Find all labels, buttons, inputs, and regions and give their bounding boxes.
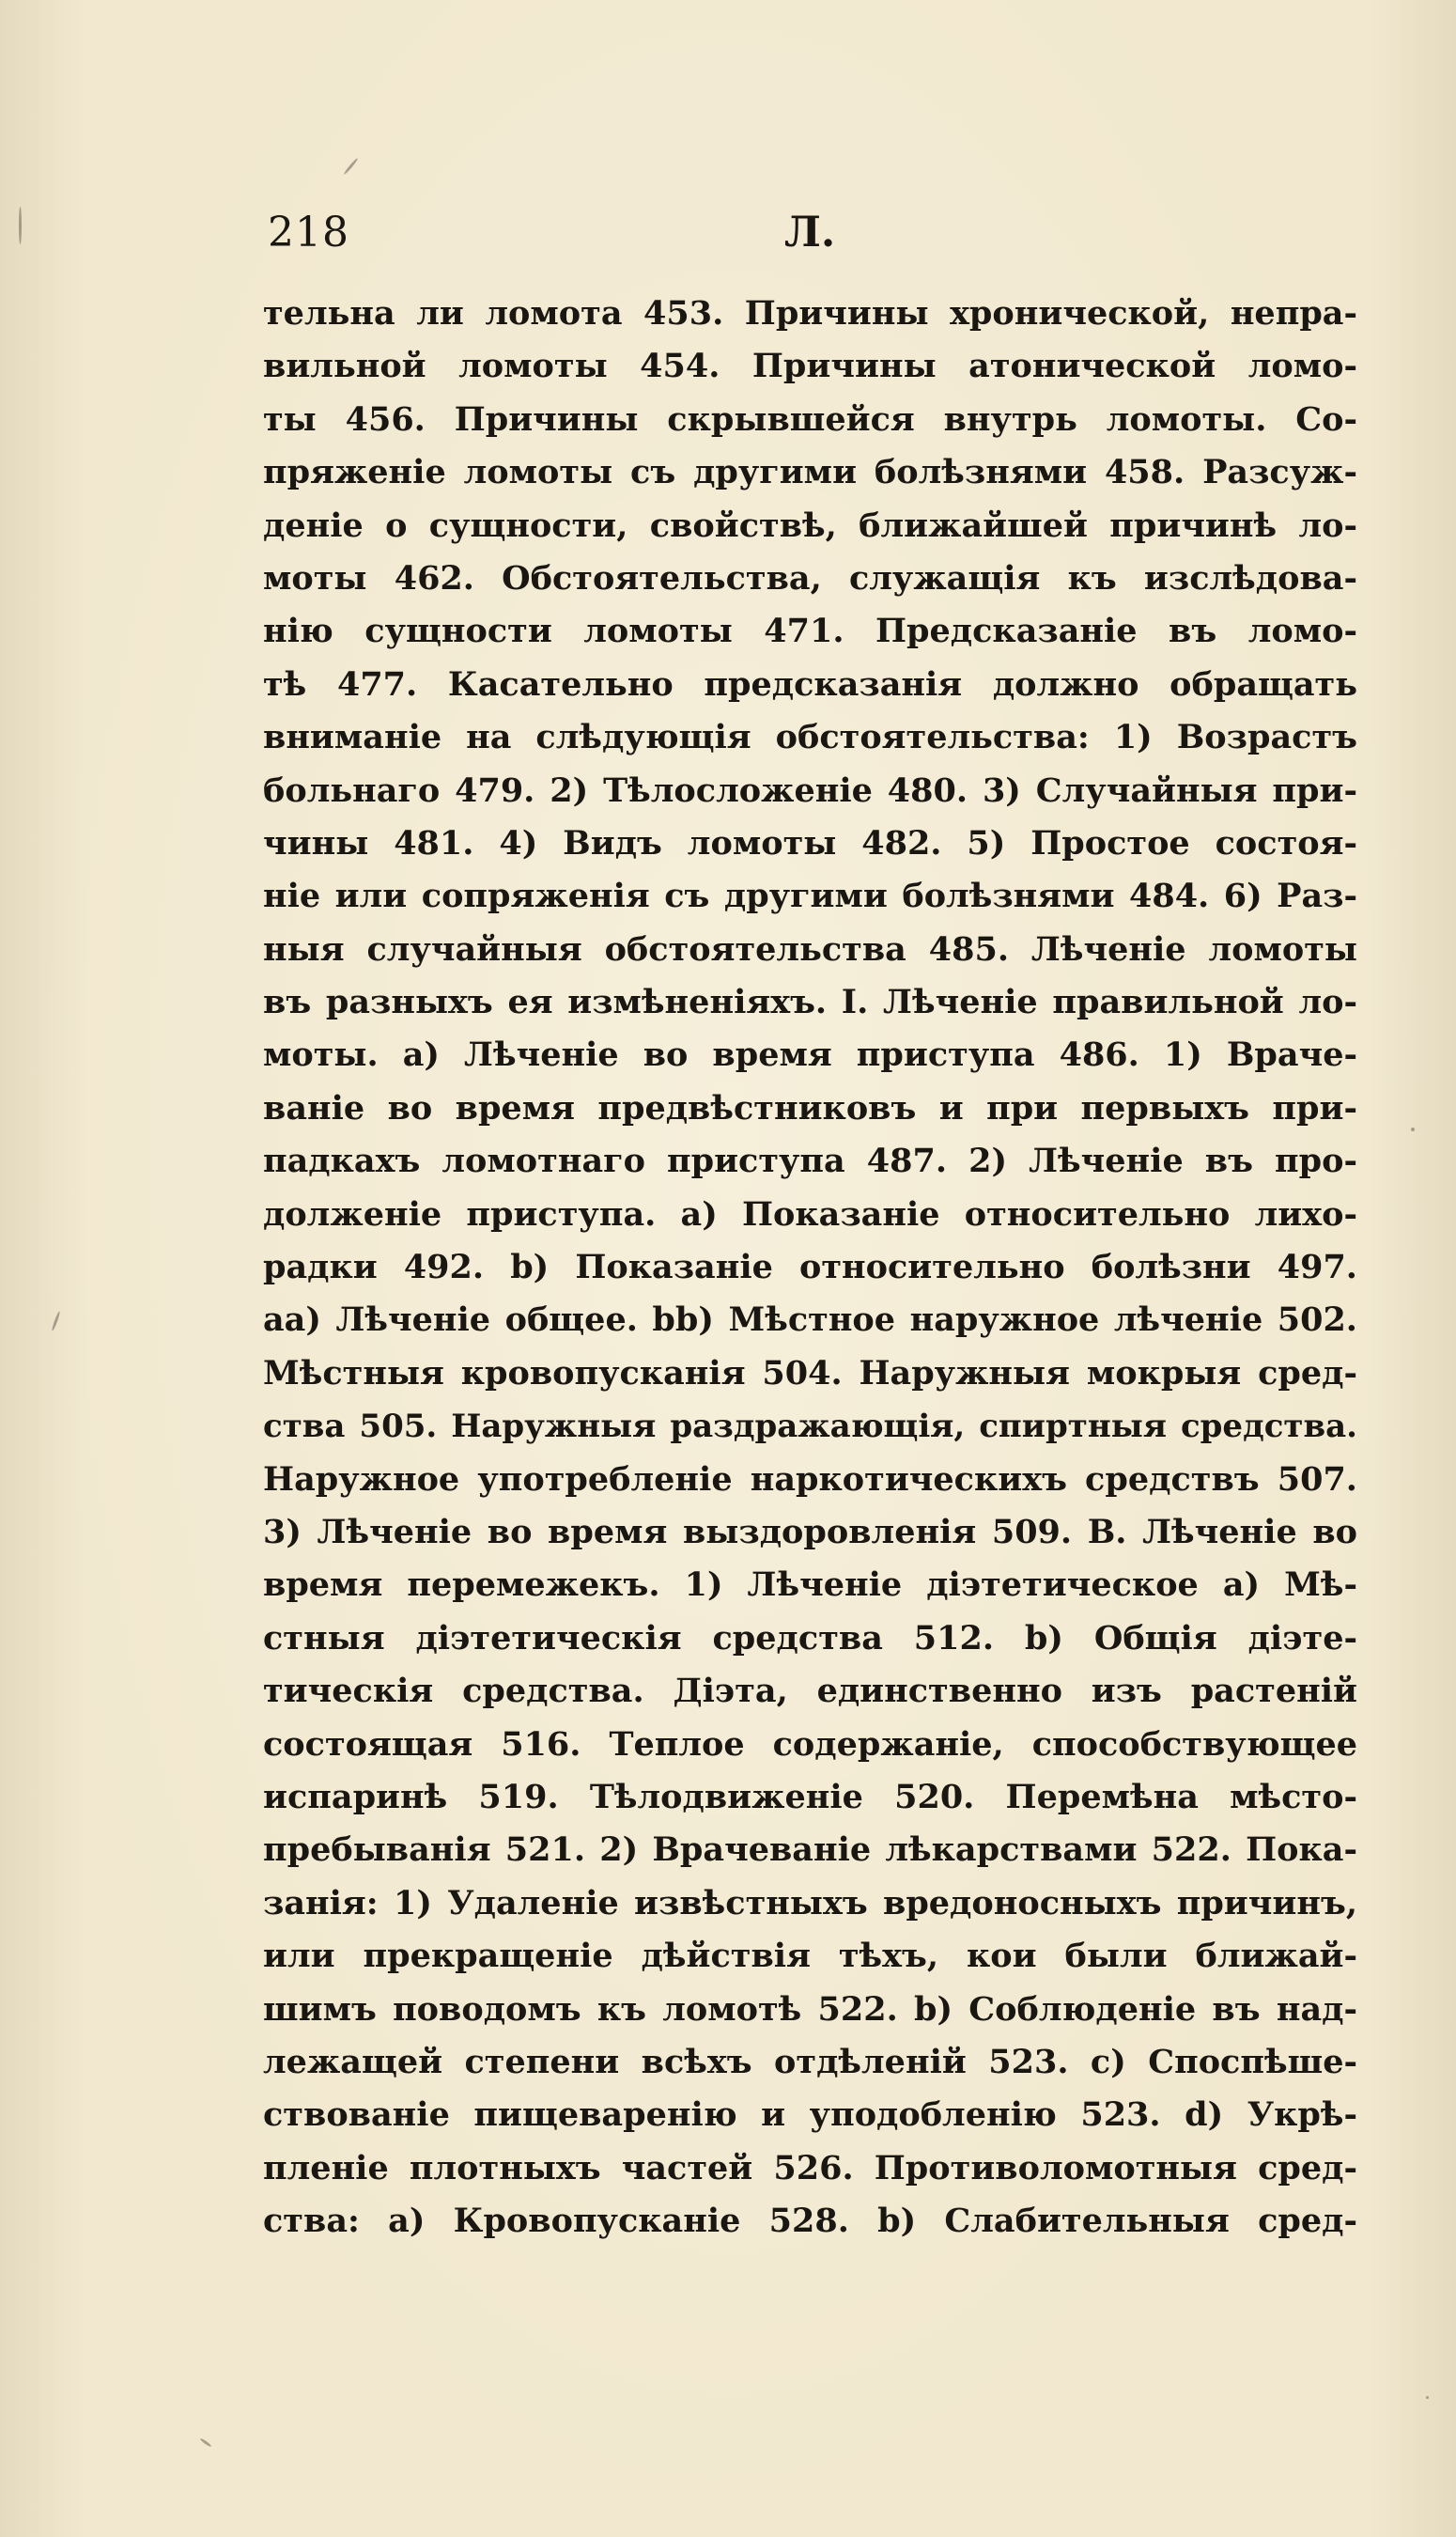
text-line: ствованіе пищеваренію и уподобленію 523. d) Укрѣ- [263,2095,1357,2135]
text-line: занія: 1) Удаленіе извѣстныхъ вредоносныхъ причинъ, [263,1883,1357,1922]
text-line: деніе о сущности, свойствѣ, ближайшей причинѣ ло- [263,506,1357,545]
text-line: время перемежекъ. 1) Лѣченіе діэтетическое а) Мѣ- [263,1565,1357,1605]
text-line: ства 505. Наружныя раздражающія, спиртныя средства. [263,1408,1357,1446]
text-line: Мѣстныя кровопусканія 504. Наружныя мокрыя сред- [263,1353,1357,1393]
text-line: ства: а) Кровопусканіе 528. b) Слабительныя сред- [263,2202,1357,2241]
text-line: тельна ли ломота 453. Причины хронической, непра- [263,294,1357,333]
text-line: пленіе плотныхъ частей 526. Противоломотныя сред- [263,2148,1357,2187]
text-line: Наружное употребленіе наркотическихъ средствъ 507. [263,1459,1357,1499]
text-line: тѣ 477. Касательно предсказанія должно обращать [263,664,1357,704]
paper-speck [1426,2396,1429,2399]
text-line: состоящая 516. Теплое содержаніе, способствующее [263,1724,1357,1764]
text-line: чины 481. 4) Видъ ломоты 482. 5) Простое состоя- [263,823,1357,863]
text-line: ніе или сопряженія съ другими болѣзнями 484. 6) Раз- [263,877,1357,916]
text-line: шимъ поводомъ къ ломотѣ 522. b) Соблюденіе въ над- [263,1989,1357,2029]
text-line: ныя случайныя обстоятельства 485. Лѣченіе ломоты [263,929,1357,969]
text-line: пряженіе ломоты съ другими болѣзнями 458. Разсуж- [263,453,1357,492]
text-line: въ разныхъ ея измѣненіяхъ. I. Лѣченіе правильной ло- [263,983,1357,1022]
text-line: вильной ломоты 454. Причины атонической ломо- [263,347,1357,386]
body-text [263,288,1357,2248]
text-line: моты. а) Лѣченіе во время приступа 486. 1) Враче- [263,1035,1357,1075]
paper-speck [199,2437,211,2447]
text-line: испаринѣ 519. Тѣлодвиженіе 520. Перемѣна мѣсто- [263,1777,1357,1816]
text-line: больнаго 479. 2) Тѣлосложеніе 480. 3) Случайныя при- [263,770,1357,810]
text-line: лежащей степени всѣхъ отдѣленій 523. c) Споспѣше- [263,2042,1357,2081]
text-line: нію сущности ломоты 471. Предсказаніе въ ломо- [263,612,1357,651]
text-line: радки 492. b) Показаніе относительно болѣзни 497. [263,1248,1357,1287]
text-line: долженіе приступа. а) Показаніе относительно лихо- [263,1194,1357,1234]
paper-speck [1411,1128,1415,1131]
paper-speck [51,1311,60,1331]
text-line: вниманіе на слѣдующія обстоятельства: 1) Возрастъ [263,718,1357,757]
page-header [268,209,1357,265]
text-line: падкахъ ломотнаго приступа 487. 2) Лѣченіе въ про- [263,1142,1357,1181]
text-line: ваніе во время предвѣстниковъ и при первыхъ при- [263,1088,1357,1128]
text-line: ты 456. Причины скрывшейся внутрь ломоты. Со- [263,399,1357,439]
text-line: стныя діэтетическія средства 512. b) Общія діэте- [263,1618,1357,1658]
text-line: аа) Лѣченіе общее. bb) Мѣстное наружное лѣченіе 502. [263,1300,1357,1340]
text-line: пребыванія 521. 2) Врачеваніе лѣкарствами 522. Пока- [263,1830,1357,1870]
paper-speck [19,207,22,244]
paper-speck [343,158,358,176]
text-line: или прекращеніе дѣйствія тѣхъ, кои были ближай- [263,1937,1357,1976]
text-line: 3) Лѣченіе во время выздоровленія 509. B. Лѣченіе во [263,1512,1357,1551]
running-head: Л. [784,209,836,257]
text-line: тическія средства. Діэта, единственно изъ растеній [263,1672,1357,1711]
page-number: 218 [268,209,349,257]
text-line: моты 462. Обстоятельства, служащія къ изслѣдова- [263,558,1357,598]
